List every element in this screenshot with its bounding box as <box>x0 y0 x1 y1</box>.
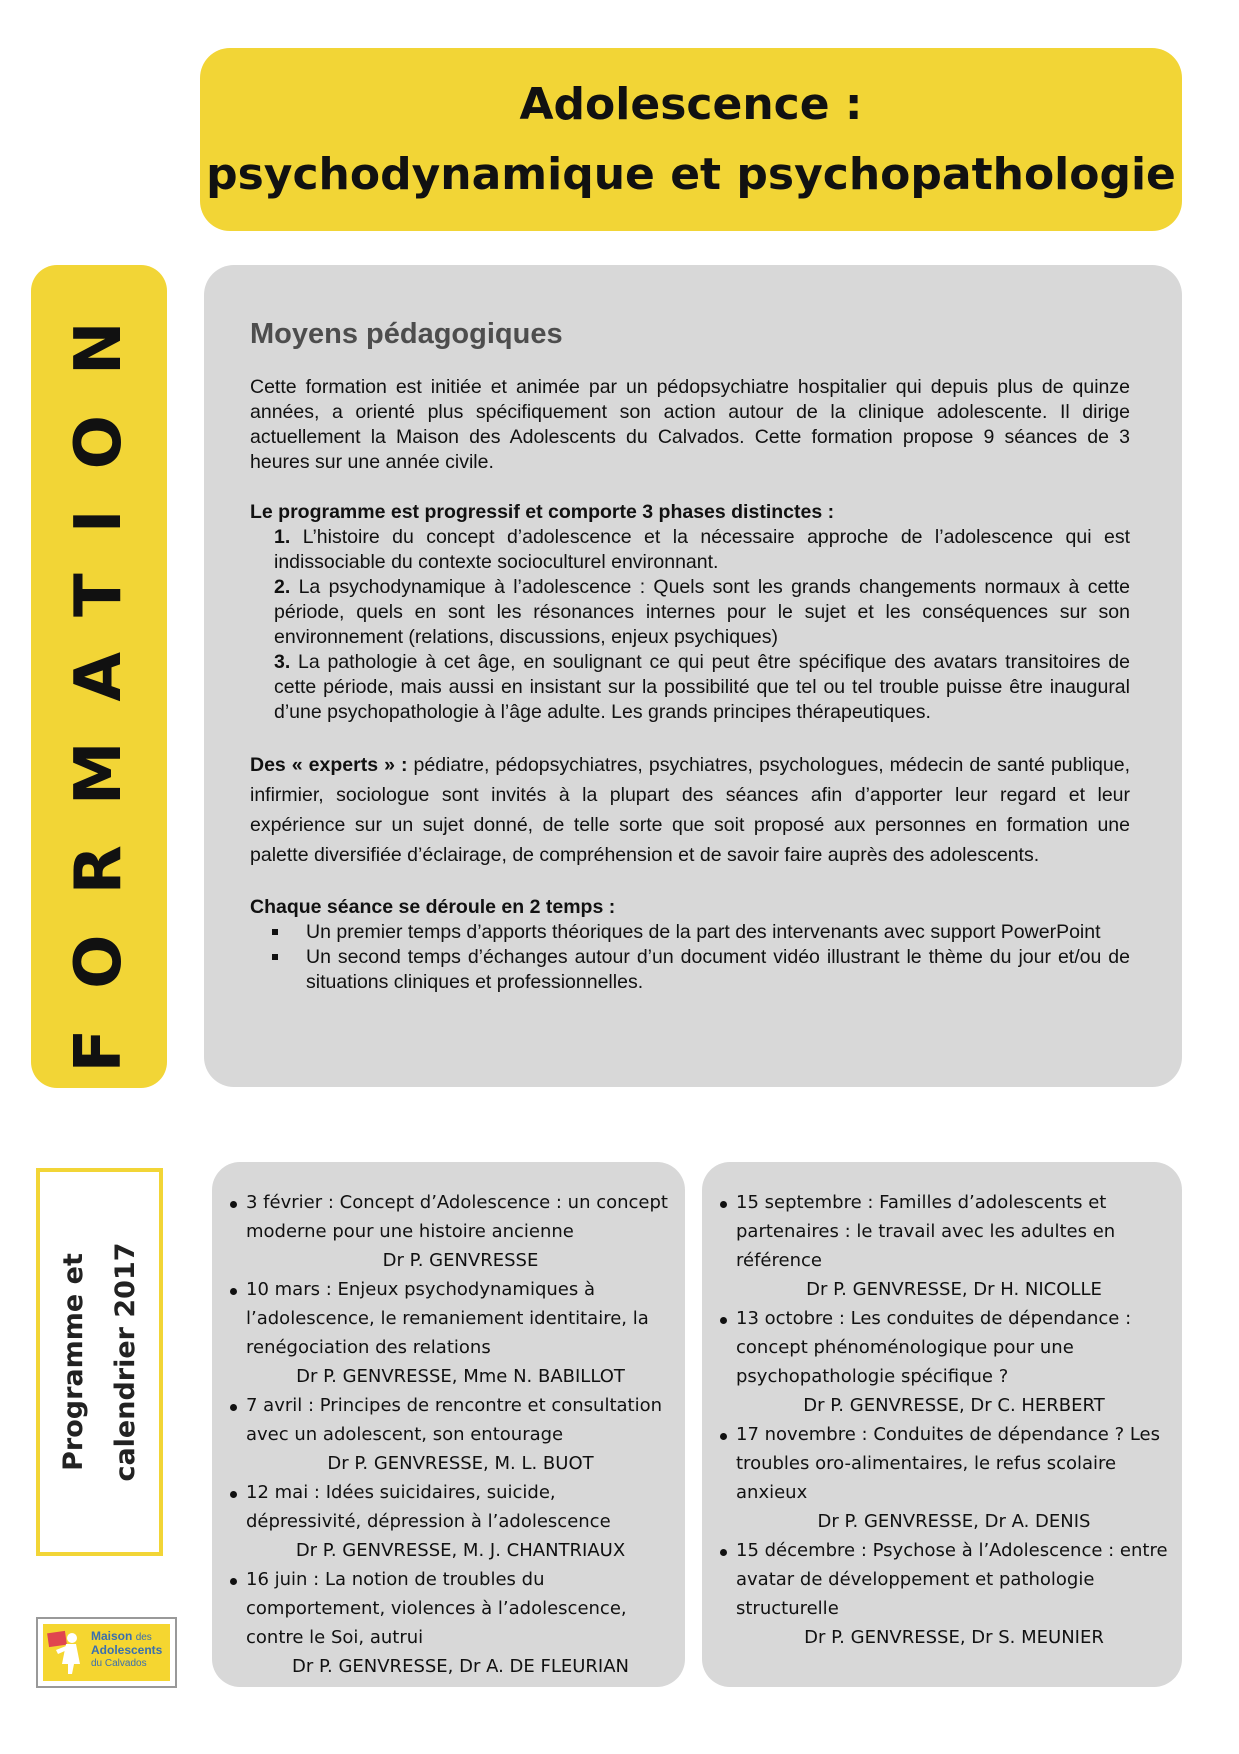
programme-label-box <box>36 1168 163 1556</box>
speakers: Dr P. GENVRESSE, Dr A. DE FLEURIAN <box>291 1656 630 1677</box>
speakers: Dr P. GENVRESSE, Dr A. DENIS <box>817 1511 1091 1532</box>
experts-label: Des « experts » : <box>250 754 408 776</box>
temps-item: Un second temps d’échanges autour d’un document vidéo illustrant le thème du jour et/ou de situations cliniques et professionnelles. <box>306 945 1130 995</box>
maison-adolescents-logo <box>36 1617 177 1688</box>
pedagogy-panel <box>204 265 1182 1087</box>
calendar-panel-left <box>212 1162 685 1687</box>
calendar-item: 15 septembre : Familles d’adolescents et partenaires : le travail avec les adultes en référence Dr P. GENVRESSE, Dr H. NICOLLE <box>720 1188 1172 1304</box>
speakers: Dr P. GENVRESSE, M. L. BUOT <box>327 1453 594 1474</box>
logo-figure-icon <box>46 1628 86 1678</box>
speakers: Dr P. GENVRESSE, Dr S. MEUNIER <box>804 1627 1104 1648</box>
phase-item: 2. La psychodynamique à l’adolescence : Quels sont les grands changements normaux à cette période, quels en sont les résonances internes pour le sujet et les conséquences sur son environnement (relations, discussions, enjeux psychiques) <box>274 576 1130 648</box>
phases-list <box>250 525 1130 725</box>
seance-heading: Chaque séance se déroule en 2 temps : <box>250 896 616 918</box>
temps-item: Un premier temps d’apports théoriques de la part des intervenants avec support PowerPoint <box>306 920 1130 945</box>
bullet-icon <box>720 1317 727 1324</box>
speakers: Dr P. GENVRESSE, Mme N. BABILLOT <box>296 1366 625 1387</box>
bullet-icon <box>230 1288 237 1295</box>
calendar-item: 17 novembre : Conduites de dépendance ? Les troubles oro-alimentaires, le refus scolaire anxieux Dr P. GENVRESSE, Dr A. DENIS <box>720 1420 1172 1536</box>
square-bullet-icon <box>272 954 278 960</box>
title-line-1: Adolescence : <box>519 78 863 130</box>
bullet-icon <box>720 1433 727 1440</box>
temps-list <box>250 920 1130 995</box>
bullet-icon <box>230 1201 237 1208</box>
calendar-item: 13 octobre : Les conduites de dépendance : concept phénoménologique pour une psychopathologie spécifique ? Dr P. GENVRESSE, Dr C. HERBERT <box>720 1304 1172 1420</box>
square-bullet-icon <box>272 929 278 935</box>
title-line-2: psychodynamique et psychopathologie <box>206 148 1176 200</box>
speakers: Dr P. GENVRESSE <box>382 1250 539 1271</box>
speakers: Dr P. GENVRESSE, M. J. CHANTRIAUX <box>295 1540 626 1561</box>
phase-item: 1. L’histoire du concept d’adolescence et la nécessaire approche de l’adolescence qui est indissociable du contexte socioculturel environnant. <box>274 526 1130 573</box>
speakers: Dr P. GENVRESSE, Dr C. HERBERT <box>803 1395 1105 1416</box>
calendar-item: 15 décembre : Psychose à l’Adolescence : entre avatar de développement et pathologie structurelle Dr P. GENVRESSE, Dr S. MEUNIER <box>720 1536 1172 1652</box>
pedagogy-heading: Moyens pédagogiques <box>250 318 563 350</box>
programme-heading: Le programme est progressif et comporte 3 phases distinctes : <box>250 501 835 523</box>
calendar-panel-right <box>702 1162 1182 1687</box>
calendar-item: 12 mai : Idées suicidaires, suicide, dépressivité, dépression à l’adolescence Dr P. GENVRESSE, M. J. CHANTRIAUX <box>230 1478 675 1565</box>
title-banner <box>200 48 1182 231</box>
calendar-item: 7 avril : Principes de rencontre et consultation avec un adolescent, son entourage Dr P. GENVRESSE, M. L. BUOT <box>230 1391 675 1478</box>
calendar-item: 16 juin : La notion de troubles du comportement, violences à l’adolescence, contre le Soi, autrui Dr P. GENVRESSE, Dr A. DE FLEURIAN <box>230 1565 675 1681</box>
experts-paragraph <box>250 750 1130 870</box>
calendar-item: 3 février : Concept d’Adolescence : un concept moderne pour une histoire ancienne Dr P. GENVRESSE <box>230 1188 675 1275</box>
speakers: Dr P. GENVRESSE, Dr H. NICOLLE <box>806 1279 1102 1300</box>
experts-text: pédiatre, pédopsychiatres, psychiatres, psychologues, médecin de santé publique, infirmier, sociologue sont invités à la plupart des séances afin d’apporter leur regard et leur expérience sur un sujet donné, de telle sorte que soit proposé aux personnes en formation une palette diversifiée d’éclairage, de compréhension et de savoir faire auprès des adolescents. <box>250 754 1130 866</box>
bullet-icon <box>720 1549 727 1556</box>
bullet-icon <box>230 1578 237 1585</box>
phase-item: 3. La pathologie à cet âge, en soulignant ce qui peut être spécifique des avatars transitoires de cette période, mais aussi en insistant sur la possibilité que tel ou tel trouble puisse être inaugural d’une psychopathologie à l’âge adulte. Les grands principes thérapeutiques. <box>274 651 1130 723</box>
formation-label: FORMATION <box>62 280 136 1073</box>
logo-text: Maison des Adolescents du Calvados <box>91 1629 163 1669</box>
calendar-item: 10 mars : Enjeux psychodynamiques à l’adolescence, le remaniement identitaire, la renégociation des relations Dr P. GENVRESSE, Mme N. BABILLOT <box>230 1275 675 1391</box>
bullet-icon <box>230 1491 237 1498</box>
bullet-icon <box>720 1201 727 1208</box>
bullet-icon <box>230 1404 237 1411</box>
formation-banner <box>31 265 167 1088</box>
pedagogy-intro: Cette formation est initiée et animée par un pédopsychiatre hospitalier qui depuis plus de quinze années, a orienté plus spécifiquement son action autour de la clinique adolescente. Il dirige actuellement la Maison des Adolescents du Calvados. Cette formation propose 9 séances de 3 heures sur une année civile. <box>250 376 1130 473</box>
programme-label: Programme et calendrier 2017 <box>57 1242 141 1482</box>
